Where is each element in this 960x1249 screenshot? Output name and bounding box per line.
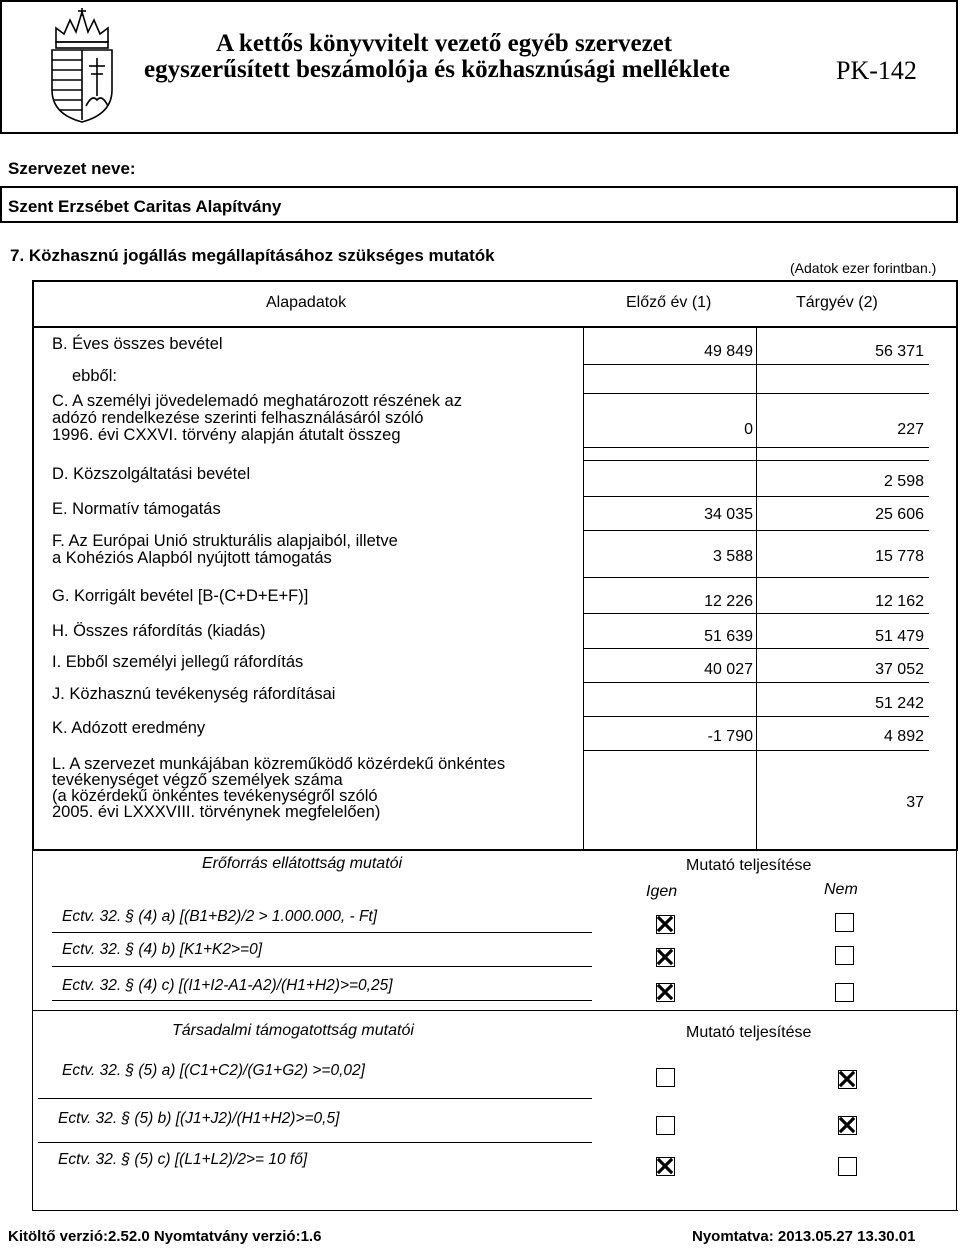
resources-title: Erőforrás ellátottság mutatói: [202, 855, 403, 872]
social-a-yes-checkbox[interactable]: [656, 1068, 675, 1087]
resources-c-yes-checkbox[interactable]: [656, 983, 675, 1002]
row-ebbol-label: ebből:: [72, 367, 117, 385]
resources-item-label: Ectv. 32. § (4) b) [K1+K2>=0]: [62, 941, 263, 958]
social-a-no-checkbox[interactable]: [838, 1070, 857, 1089]
row-b-curr[interactable]: 56 371: [875, 343, 924, 360]
social-c-no-checkbox[interactable]: [838, 1157, 857, 1176]
social-c-yes-checkbox[interactable]: [656, 1157, 675, 1176]
row-j-label: J. Közhasznú tevékenység ráfordításai: [52, 685, 336, 703]
row-k-label: K. Adózott eredmény: [52, 719, 206, 737]
resources-item-label: Ectv. 32. § (4) c) [(I1+I2-A1-A2)/(H1+H2)>=0,25]: [62, 977, 393, 994]
col-yes-label: Igen: [646, 883, 678, 900]
col-header-prev: Előző év (1): [626, 294, 712, 311]
org-box-top: [0, 186, 958, 188]
social-item-label: Ectv. 32. § (5) c) [(L1+L2)/2>= 10 fő]: [58, 1151, 308, 1168]
table-header-bottom: [32, 326, 958, 328]
social-item-label: Ectv. 32. § (5) a) [(C1+C2)/(G1+G2) >=0,02]: [62, 1062, 365, 1079]
row-l-label-3: (a közérdekű önkéntes tevékenységről szóló: [52, 787, 378, 805]
table-top-border: [32, 280, 958, 282]
social-b-no-checkbox[interactable]: [838, 1116, 857, 1135]
row-sep: [583, 716, 929, 717]
row-k-curr[interactable]: 4 892: [883, 728, 924, 745]
check-x-icon: [657, 916, 673, 932]
col-header-curr: Tárgyév (2): [796, 294, 878, 311]
org-name-field[interactable]: Szent Erzsébet Caritas Alapítvány: [8, 197, 282, 216]
row-g-curr[interactable]: 12 162: [875, 593, 924, 610]
row-i-label: I. Ebből személyi jellegű ráfordítás: [52, 653, 304, 671]
social-box-left: [32, 1010, 33, 1210]
resources-c-no-checkbox[interactable]: [835, 983, 854, 1002]
resources-perf-title: Mutató teljesítése: [686, 857, 812, 874]
row-h-curr[interactable]: 51 479: [875, 628, 924, 645]
col-no-label: Nem: [824, 881, 858, 898]
section-title: 7. Közhasznú jogállás megállapításához szükséges mutatók: [10, 246, 495, 265]
row-sep: [583, 393, 929, 394]
social-title: Társadalmi támogatottság mutatói: [172, 1022, 414, 1039]
resources-row-underline: [52, 932, 592, 933]
social-box-right: [956, 1010, 957, 1210]
row-sep: [583, 648, 929, 649]
row-h-prev[interactable]: 51 639: [704, 628, 753, 645]
row-l-label-2: tevékenységet végző személyek száma: [52, 771, 343, 789]
resources-a-yes-checkbox[interactable]: [656, 915, 675, 934]
form-title-line2: egyszerűsített beszámolója és közhasznúsági melléklete: [144, 56, 730, 83]
resources-b-no-checkbox[interactable]: [835, 946, 854, 965]
row-sep: [583, 682, 929, 683]
social-b-yes-checkbox[interactable]: [656, 1116, 675, 1135]
row-k-prev[interactable]: -1 790: [707, 728, 753, 745]
check-x-icon: [839, 1071, 855, 1087]
row-sep: [583, 577, 929, 578]
row-sep: [583, 613, 929, 614]
org-name-label: Szervezet neve:: [8, 159, 136, 178]
row-e-label: E. Normatív támogatás: [52, 500, 221, 518]
org-box-left: [0, 186, 2, 223]
row-d-label: D. Közszolgáltatási bevétel: [52, 465, 251, 483]
check-x-icon: [657, 984, 673, 1000]
row-e-prev[interactable]: 34 035: [704, 506, 753, 523]
resources-box-top: [32, 850, 958, 851]
row-f-label-1: F. Az Európai Unió strukturális alapjaiból, illetve: [52, 532, 398, 550]
social-box-top: [32, 1010, 958, 1011]
check-x-icon: [657, 1158, 673, 1174]
row-c-curr[interactable]: 227: [897, 421, 924, 438]
row-i-curr[interactable]: 37 052: [875, 661, 924, 678]
row-sep: [583, 460, 929, 461]
coat-of-arms-icon: [42, 6, 122, 124]
row-sep: [583, 364, 929, 365]
row-c-label-1: C. A személyi jövedelemadó meghatározott részének az: [52, 392, 462, 410]
row-c-prev[interactable]: 0: [744, 421, 753, 438]
row-sep: [583, 447, 929, 448]
footer-printed: Nyomtatva: 2013.05.27 13.30.01: [692, 1228, 916, 1245]
row-g-label: G. Korrigált bevétel [B-(C+D+E+F)]: [52, 587, 309, 605]
row-d-curr[interactable]: 2 598: [883, 473, 924, 490]
row-c-label-2: adózó rendelkezése szerinti felhasználásáról szóló: [52, 409, 424, 427]
header-bottom-border: [0, 132, 958, 134]
form-code: PK-142: [836, 56, 917, 85]
resources-row-underline: [52, 1000, 592, 1001]
col-divider-prev-left: [583, 326, 584, 850]
resources-row-underline: [52, 966, 592, 967]
row-f-label-2: a Kohéziós Alapból nyújtott támogatás: [52, 549, 332, 567]
row-sep: [583, 530, 929, 531]
header-right-border: [956, 0, 958, 133]
resources-a-no-checkbox[interactable]: [835, 913, 854, 932]
col-header-basic: Alapadatok: [266, 294, 347, 311]
row-sep: [583, 750, 929, 751]
resources-b-yes-checkbox[interactable]: [656, 948, 675, 967]
check-x-icon: [839, 1117, 855, 1133]
row-h-label: H. Összes ráfordítás (kiadás): [52, 622, 266, 640]
social-row-underline: [38, 1142, 592, 1143]
social-perf-title: Mutató teljesítése: [686, 1024, 812, 1041]
social-item-label: Ectv. 32. § (5) b) [(J1+J2)/(H1+H2)>=0,5]: [58, 1110, 340, 1127]
resources-box-left: [32, 850, 33, 1020]
row-i-prev[interactable]: 40 027: [704, 661, 753, 678]
table-left-border: [32, 280, 34, 850]
row-f-prev[interactable]: 3 588: [712, 548, 753, 565]
social-box-bottom: [32, 1210, 958, 1211]
table-right-border: [956, 280, 958, 850]
row-b-label: B. Éves összes bevétel: [52, 335, 223, 353]
row-sep: [583, 496, 929, 497]
check-x-icon: [657, 949, 673, 965]
form-title-line1: A kettős könyvvitelt vezető egyéb szervezet: [216, 30, 673, 57]
social-row-underline: [38, 1098, 592, 1099]
row-l-label-1: L. A szervezet munkájában közreműködő közérdekű önkéntes: [52, 755, 506, 773]
row-l-label-4: 2005. évi LXXXVIII. törvénynek megfelelően): [52, 803, 381, 821]
col-divider-curr-left: [756, 326, 757, 850]
unit-note: (Adatok ezer forintban.): [790, 260, 937, 276]
row-c-label-3: 1996. évi CXXVI. törvény alapján átutalt összeg: [52, 426, 401, 444]
row-b-prev[interactable]: 49 849: [704, 343, 753, 360]
header-top-border: [0, 0, 958, 2]
row-l-curr[interactable]: 37: [906, 794, 924, 811]
header-left-border: [0, 0, 2, 133]
resources-box-right: [956, 850, 957, 1020]
row-e-curr[interactable]: 25 606: [875, 506, 924, 523]
resources-item-label: Ectv. 32. § (4) a) [(B1+B2)/2 > 1.000.000, - Ft]: [62, 908, 378, 925]
row-f-curr[interactable]: 15 778: [875, 548, 924, 565]
footer-version: Kitöltő verzió:2.52.0 Nyomtatvány verzió:1.6: [8, 1228, 322, 1245]
row-j-curr[interactable]: 51 242: [875, 695, 924, 712]
org-box-bottom: [0, 221, 958, 223]
row-g-prev[interactable]: 12 226: [704, 593, 753, 610]
org-box-right: [956, 186, 958, 223]
